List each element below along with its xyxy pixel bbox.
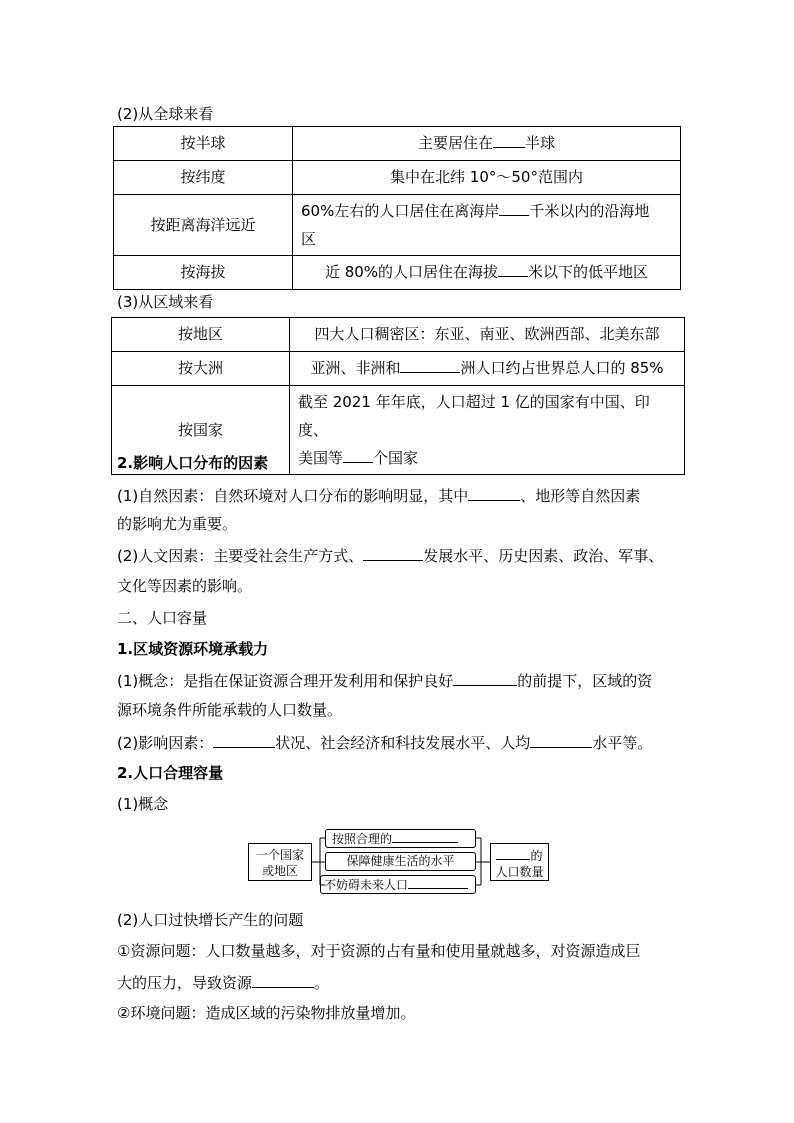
capacity-subtitle: 1.区域资源环境承载力 — [117, 640, 269, 658]
human-factor-cont: 文化等因素的影响。 — [117, 577, 253, 595]
regional-heading: (3)从区域来看 — [117, 293, 214, 311]
row-value: 近 80%的人口居住在海拔 米以下的低平地区 — [293, 256, 681, 290]
section-heading: 二、人口容量 — [117, 609, 208, 627]
row-value: 截至 2021 年年底，人口超过 1 亿的国家有中国、印度、 美国等 个国家 — [290, 386, 685, 475]
problems-title: (2)人口过快增长产生的问题 — [117, 911, 304, 929]
answer-blank[interactable] — [496, 847, 530, 860]
factors-title: 2.影响人口分布的因素 — [117, 454, 269, 472]
row-value: 四大人口稠密区：东亚、南亚、欧洲西部、北美东部 — [290, 318, 685, 352]
row-key: 按纬度 — [114, 161, 293, 195]
row-key: 按国家 — [112, 386, 290, 475]
resource-problem-line: ①资源问题：人口数量越多，对于资源的占有量和使用量就越多，对资源造成巨 — [117, 942, 641, 960]
natural-factor-cont: 的影响尤为重要。 — [117, 515, 238, 533]
row-key: 按地区 — [112, 318, 290, 352]
row-value: 集中在北纬 10°～50°范围内 — [293, 161, 681, 195]
row-key: 按半球 — [114, 127, 293, 161]
global-heading: (2)从全球来看 — [117, 105, 214, 123]
influence-line: (2)影响因素： 状况、社会经济和科技发展水平、人均 水平等。 — [117, 734, 653, 752]
row-key: 按距离海洋远近 — [114, 195, 293, 256]
row-value: 主要居住在 半球 — [293, 127, 681, 161]
human-factor-line: (2)人文因素：主要受社会生产方式、 发展水平、历史因素、政治、军事、 — [117, 547, 664, 565]
environment-problem-line: ②环境问题：造成区域的污染物排放量增加。 — [117, 1004, 416, 1022]
condition-box-1: 按照合理的 — [325, 829, 476, 848]
answer-blank[interactable] — [252, 972, 314, 988]
row-key: 按海拔 — [114, 256, 293, 290]
row-key: 按大洲 — [112, 352, 290, 386]
condition-box-3: 不妨碍未来人口 — [320, 875, 476, 894]
condition-box-2: 保障健康生活的水平 — [325, 852, 476, 871]
row-value: 60%左右的人口居住在离海岸 千米以内的沿海地 区 — [293, 195, 681, 256]
resource-problem-cont: 大的压力，导致资源 。 — [117, 974, 330, 992]
concept-line: (1)概念：是指在保证资源合理开发利用和保护良好 的前提下，区域的资 — [117, 672, 653, 690]
subject-box: 一个国家 或地区 — [248, 843, 312, 881]
result-box: 的 人口数量 — [490, 843, 549, 881]
reasonable-capacity-subtitle: 2.人口合理容量 — [117, 764, 224, 782]
answer-blank[interactable] — [392, 830, 458, 843]
concept-label: (1)概念 — [117, 795, 169, 813]
row-value: 亚洲、非洲和 洲人口约占世界总人口的 85% — [290, 352, 685, 386]
natural-factor-line: (1)自然因素：自然环境对人口分布的影响明显，其中 、地形等自然因素 — [117, 487, 641, 505]
concept-cont: 源环境条件所能承载的人口数量。 — [117, 701, 343, 719]
answer-blank[interactable] — [408, 876, 468, 889]
